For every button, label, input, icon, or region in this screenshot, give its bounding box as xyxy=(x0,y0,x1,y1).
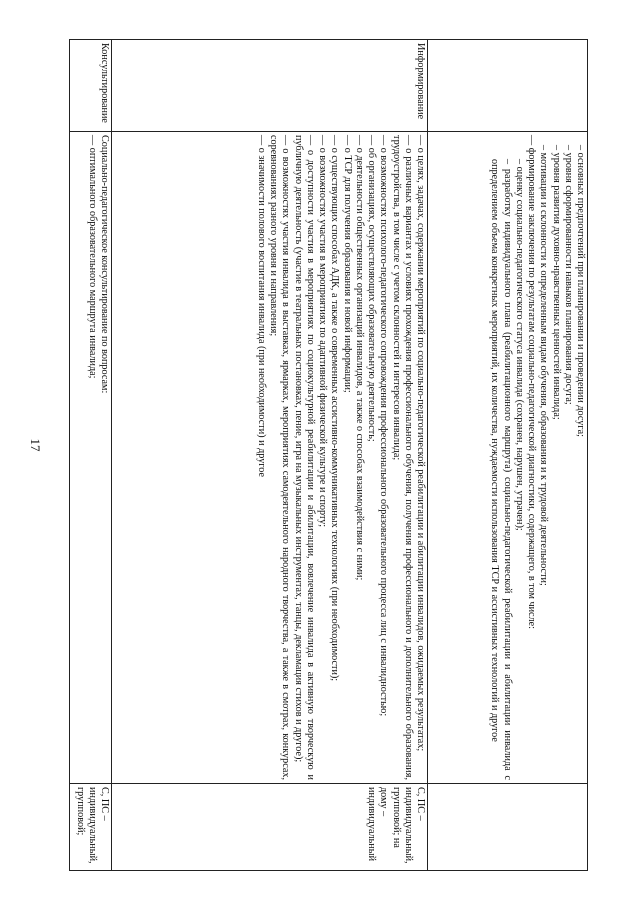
service-name-cell: Информирование xyxy=(112,40,428,132)
content-line: – уровня развития духовно-нравственных ценностей инвалида; xyxy=(550,145,562,420)
content-line: — о доступности участия в мероприятиях по социокультурной реабилитации и абилитации, вовлечение инвалида в активную творческую и публичную деятельность (участие в театральных постановках, пение, игра на музыкальных инструментах, танцы, декламация стихов и другое); xyxy=(292,135,316,780)
content-line: – уровня сформированности навыков планирования досуга; xyxy=(562,145,574,405)
service-content-cell xyxy=(70,132,112,784)
table-row-diagnostics-continuation xyxy=(428,40,588,871)
content-line: – оценку социально-педагогического статуса инвалида (сохранен, нарушен, утрачен); xyxy=(513,159,525,531)
page-number: 17 xyxy=(28,438,43,452)
service-content-cell xyxy=(428,132,588,784)
content-line: — оптимального образовательного маршрута инвалида; xyxy=(86,135,98,379)
service-content-cell xyxy=(112,132,428,784)
content-line: — о ТСР для получения образования и новой информации; xyxy=(341,135,353,393)
service-name-cell: Консультирование xyxy=(70,40,112,132)
rotated-page-content xyxy=(70,39,588,870)
services-table xyxy=(69,39,588,871)
table-row-consulting xyxy=(70,40,112,871)
service-name-cell xyxy=(428,40,588,132)
table-row-informing xyxy=(112,40,428,871)
content-line: — о существующих способах АДК, а также о современных ассистивно-коммуникативных технологиях (при необходимости); xyxy=(329,135,341,682)
service-form-cell: С, ПС – индивидуальный, групповой; xyxy=(70,784,112,871)
content-line: — о целях, задачах, содержании мероприятий по социально-педагогической реабилитации и абилитации инвалидов, ожидаемых результатах; xyxy=(415,135,426,752)
content-line: — о различных вариантах и условиях прохождения профессионального обучения, получения профессионального и дополнительного образования, трудоустройства, в том числе с учетом склонностей и интересов инвалида; xyxy=(390,135,414,780)
content-line: – разработку индивидуального плана (реабилитационного маршрута) социально-педагогической реабилитации и абилитации инвалида с определением объема конкретных мероприятий, их количества, нуждаемости использования ТСР и ассистивных технологий и другое xyxy=(489,159,513,780)
service-form-cell: С, ПС – индивидуальный, групповой; на дому – индивидуальный xyxy=(112,784,428,871)
content-line: — о деятельности общественных организаций инвалидов, а также о способах взаимодействия с ними; xyxy=(353,135,365,581)
content-line: — о значимости полового воспитания инвалида (при необходимости) и другое xyxy=(255,135,267,478)
content-line: — об организациях, осуществляющих образовательную деятельность; xyxy=(366,135,378,442)
content-line: – мотивации и склонности к определенным видам обучения, образования и к трудовой деятельности; xyxy=(538,145,550,586)
content-line: — о возможностях участия в мероприятиях по адаптивной физической культуре и спорту; xyxy=(317,135,329,528)
service-form-cell xyxy=(428,784,588,871)
content-line: — о возможностях участия инвалида в выставках, ярмарках, мероприятиях самодеятельного народного творчества, а также в смотрах, конкурсах, соревнованиях разного уровня и направления; xyxy=(268,135,292,780)
content-line: – основных предпочтений при планировании и проведении досуга; xyxy=(575,145,586,437)
content-line: — о возможностях психолого-педагогического сопровождения профессионального образовательного процесса лиц с инвалидностью; xyxy=(378,135,390,717)
content-line: — формирование заключения по результатам социально-педагогической диагностики, содержащего, в том числе: xyxy=(526,135,538,630)
content-line: Социально-педагогическое консультирование по вопросам: xyxy=(99,135,110,394)
